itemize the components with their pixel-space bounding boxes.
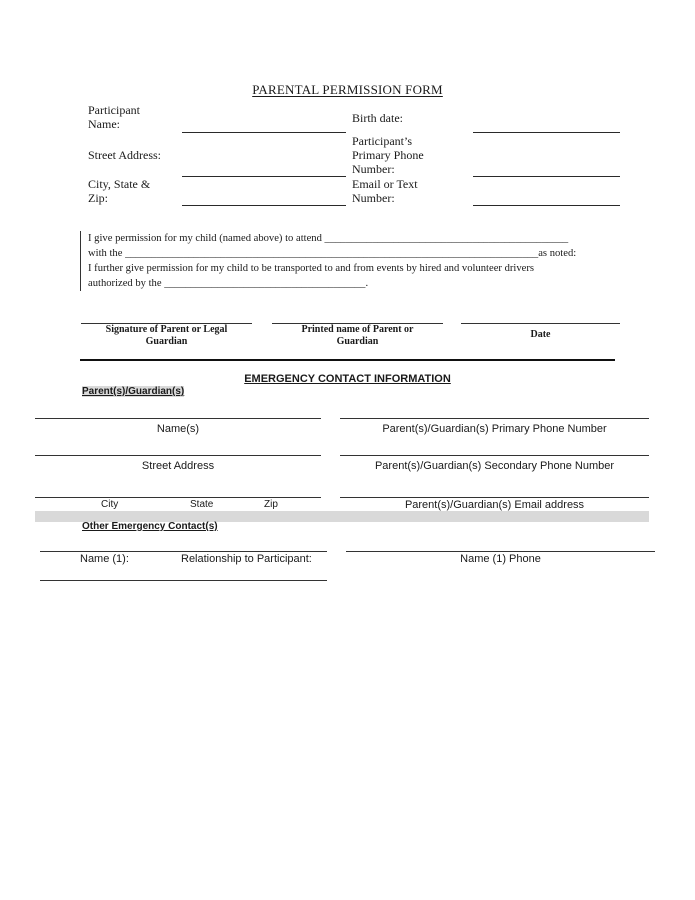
state-label: State	[190, 499, 214, 510]
parent-street-field[interactable]	[35, 455, 321, 456]
birth-date-label: Birth date:	[352, 111, 403, 125]
date-label: Date	[530, 329, 551, 340]
other-contact-phone-field[interactable]	[346, 551, 655, 552]
email-text-field[interactable]	[473, 205, 620, 206]
other-contacts-heading: Other Emergency Contact(s)	[82, 521, 218, 532]
participant-name-field[interactable]	[182, 132, 346, 133]
other-contact-extra-field[interactable]	[40, 580, 327, 581]
form-title: PARENTAL PERMISSION FORM	[252, 82, 443, 97]
permission-line-with[interactable]: with the ______________________________________________________________________________as noted:	[88, 248, 577, 259]
other-contact-name-label: Name (1):	[80, 553, 129, 565]
parent-secondary-phone-label: Parent(s)/Guardian(s) Secondary Phone Number	[374, 460, 615, 472]
other-contact-name-field[interactable]	[40, 551, 327, 552]
permission-line-transport: I further give permission for my child to be transported to and from events by hired and volunteer drivers	[88, 263, 534, 274]
birth-date-field[interactable]	[473, 132, 620, 133]
printed-name-label: Printed name of Parent or Guardian	[301, 324, 414, 347]
section-divider	[80, 359, 615, 361]
primary-phone-field[interactable]	[473, 176, 620, 177]
street-address-field[interactable]	[182, 176, 346, 177]
parent-email-field[interactable]	[340, 497, 649, 498]
other-contact-phone-label: Name (1) Phone	[460, 553, 541, 565]
participant-name-label: Participant Name:	[88, 103, 140, 131]
parent-names-label: Name(s)	[156, 423, 200, 435]
emergency-heading: EMERGENCY CONTACT INFORMATION	[244, 373, 451, 385]
parent-city-state-zip-field[interactable]	[35, 497, 321, 498]
date-field[interactable]	[461, 323, 620, 324]
relationship-label: Relationship to Participant:	[181, 553, 312, 565]
city-label: City	[101, 499, 119, 510]
zip-label: Zip	[264, 499, 278, 510]
primary-phone-label: Participant’s Primary Phone Number:	[352, 134, 424, 176]
permission-line-authorized[interactable]: authorized by the ______________________________________.	[88, 278, 369, 289]
parent-primary-phone-field[interactable]	[340, 418, 649, 419]
parent-secondary-phone-field[interactable]	[340, 455, 649, 456]
signature-label: Signature of Parent or Legal Guardian	[105, 324, 228, 347]
street-address-label: Street Address:	[88, 148, 161, 162]
city-state-zip-field[interactable]	[182, 205, 346, 206]
parents-guardians-heading: Parent(s)/Guardian(s)	[82, 386, 185, 397]
parent-street-label: Street Address	[141, 460, 215, 472]
permission-statement	[80, 231, 620, 291]
parent-primary-phone-label: Parent(s)/Guardian(s) Primary Phone Number	[382, 423, 607, 435]
parent-email-label: Parent(s)/Guardian(s) Email address	[404, 499, 585, 511]
email-text-label: Email or Text Number:	[352, 177, 418, 205]
permission-line-attend[interactable]: I give permission for my child (named above) to attend ______________________________________________	[88, 233, 569, 244]
city-state-zip-label: City, State & Zip:	[88, 177, 151, 205]
parent-names-field[interactable]	[35, 418, 321, 419]
